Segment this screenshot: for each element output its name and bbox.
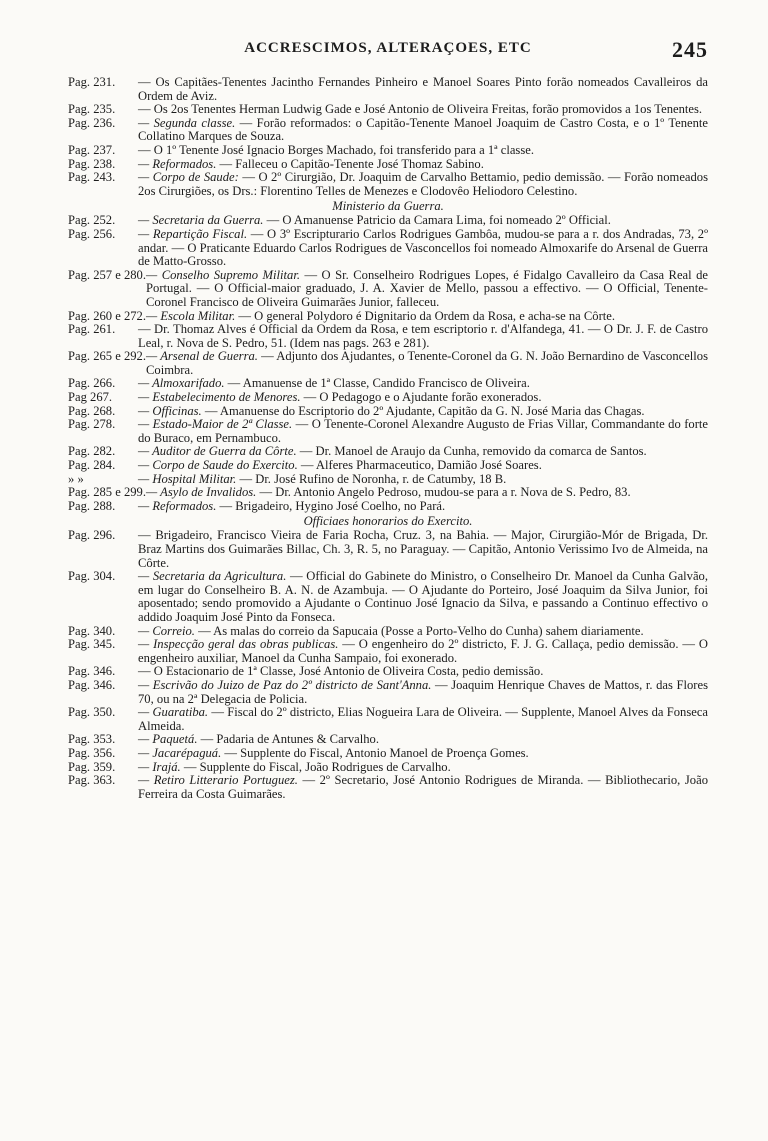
entry-label: — Corpo de Saude do Exercito.: [138, 458, 298, 473]
entry-label: — Irajá.: [138, 759, 181, 774]
page-reference: Pag. 268.: [68, 403, 116, 418]
entry-text: — Supplente do Fiscal, João Rodrigues de Carvalho.: [180, 759, 451, 774]
entry-label: — Arsenal de Guerra.: [146, 349, 258, 364]
entry-body: [138, 459, 708, 473]
entry-body: [138, 445, 708, 459]
header-title: ACCRESCIMOS, ALTERAÇOES, ETC: [244, 40, 532, 56]
entry-text: — O general Polydoro é Dignitario da Ordem da Rosa, e acha-se na Côrte.: [235, 308, 616, 323]
entry-label: — Inspecção geral das obras publicas.: [138, 637, 339, 652]
entry-label: — Correio.: [138, 623, 195, 638]
page-reference: Pag. 359.: [68, 759, 116, 774]
entry-text: — Dr. José Rufino de Noronha, r. de Catumby, 18 B.: [236, 471, 507, 486]
entry-body: [138, 158, 708, 172]
page-reference: Pag. 282.: [68, 444, 116, 459]
page-reference: Pag. 257 e 280.: [68, 267, 147, 282]
page-reference: Pag. 350.: [68, 705, 116, 720]
entry-body: [146, 269, 708, 310]
entry-text: — Amanuense de 1ª Classe, Candido Francisco de Oliveira.: [224, 376, 530, 391]
entry-body: [138, 529, 708, 570]
list-item: [68, 158, 708, 172]
entry-body: [138, 228, 708, 269]
list-item: [68, 500, 708, 514]
page-reference: Pag. 256.: [68, 226, 116, 241]
list-item: [68, 747, 708, 761]
entry-text: — As malas do correio da Sapucaia (Posse a Porto-Velho do Cunha) sahem diariamente.: [194, 623, 644, 638]
page-reference: Pag. 288.: [68, 498, 116, 513]
entry-body: [138, 500, 708, 514]
page-reference: Pag. 252.: [68, 213, 116, 228]
entry-body: [138, 747, 708, 761]
list-item: [68, 774, 708, 801]
entry-text: — Official do Gabinete do Ministro, o Conselheiro Dr. Manoel da Cunha Galvão, em lugar do Conselheiro B. A. N. de Azambuja. — O Ajudante do Porteiro, José Joaquim da Silva Junior, foi aposentado; sendo promovido a Ajudante o Continuo José Ignacio da Silva, e passando a Continuo effectivo o addido Joaquim José Pinto da Fonseca.: [138, 569, 709, 624]
page-reference: Pag 267.: [68, 390, 113, 405]
entry-body: [138, 214, 708, 228]
entry-text: — O Pedagogo e o Ajudante forão exonerados.: [300, 390, 542, 405]
list-item: [68, 103, 708, 117]
page-reference: Pag. 284.: [68, 458, 116, 473]
entry-label: — Reformados.: [138, 498, 217, 513]
entry-text: — O Sr. Conselheiro Rodrigues Lopes, é Fidalgo Cavalleiro da Casa Real de Portugal. — O Official-maior graduado, J. A. Xavier de Mello, passou a effectivo. — O Official, Tenente-Coronel Francisco de Oliveira Guimarães Junior, falleceu.: [146, 267, 708, 309]
entry-label: — Segunda classe.: [138, 115, 236, 130]
entry-text: — O Tenente-Coronel Alexandre Augusto de Frias Villar, Commandante do forte do Buraco, em Pernambuco.: [138, 417, 708, 445]
entry-text: — O Amanuense Patricio da Camara Lima, foi nomeado 2º Official.: [263, 213, 611, 228]
page-reference: Pag. 278.: [68, 417, 116, 432]
list-item: [68, 459, 708, 473]
page-reference: Pag. 296.: [68, 528, 116, 543]
list-item: [68, 323, 708, 350]
page-reference: Pag. 235.: [68, 102, 116, 117]
list-item: [68, 76, 708, 103]
entry-body: [138, 570, 708, 624]
entry-body: [138, 76, 708, 103]
entry-body: [138, 405, 708, 419]
entry-label: — Guaratiba.: [138, 705, 209, 720]
page-reference: Pag. 285 e 299.: [68, 485, 147, 500]
list-item: [68, 486, 708, 500]
entry-body: [138, 103, 708, 117]
page-reference: Pag. 353.: [68, 732, 116, 747]
entry-body: [138, 391, 708, 405]
section-heading: Officiaes honorarios do Exercito.: [303, 514, 473, 529]
entry-label: — Officinas.: [138, 403, 202, 418]
page-reference: Pag. 346.: [68, 677, 116, 692]
entry-text: — O 2º Cirurgião, Dr. Joaquim de Carvalho Bettamio, pedio demissão. — Forão nomeados 2os Cirurgiões, os Drs.: Florentino Telles de Menezes e Clodovêo Heliodoro Celestino.: [138, 170, 708, 198]
list-item: [68, 418, 708, 445]
entry-label: — Corpo de Saude:: [138, 170, 239, 185]
entry-text: — Amanuense do Escriptorio do 2º Ajudante, Capitão da G. N. José Maria das Chagas.: [201, 403, 645, 418]
entry-text: — O engenheiro do 2º districto, F. J. G. Callaça, pedio demissão. — O engenheiro auxiliar, Manoel da Cunha Sampaio, foi exonerado.: [138, 637, 708, 665]
list-item: [68, 144, 708, 158]
entry-text: — Adjunto dos Ajudantes, o Tenente-Coronel da G. N. João Bernardino de Vasconcellos Coimbra.: [146, 349, 708, 377]
list-item: [68, 405, 708, 419]
list-item: [68, 377, 708, 391]
entry-body: [146, 350, 708, 377]
entry-text: — Dr. Manoel de Araujo da Cunha, removido da comarca de Santos.: [296, 444, 647, 459]
page-reference: Pag. 231.: [68, 75, 116, 89]
list-item: [68, 228, 708, 269]
page-reference: Pag. 237.: [68, 142, 116, 157]
entry-label: — Auditor de Guerra da Côrte.: [138, 444, 297, 459]
list-item: [68, 761, 708, 775]
entry-text: — Dr. Thomaz Alves é Official da Ordem da Rosa, e tem escriptorio r. d'Alfandega, 41. — O Dr. J. F. de Castro Leal, r. Nova de S. Pedro, 51. (Idem nas pags. 263 e 281).: [138, 322, 708, 350]
entry-text: — O Estacionario de 1ª Classe, José Antonio de Oliveira Costa, pedio demissão.: [138, 664, 544, 679]
page-reference: Pag. 363.: [68, 773, 116, 788]
list-item: [68, 269, 708, 310]
list-item: [68, 350, 708, 377]
list-item: [68, 679, 708, 706]
entry-label: — Secretaria da Guerra.: [138, 213, 264, 228]
entry-text: — Os 2os Tenentes Herman Ludwig Gade e José Antonio de Oliveira Freitas, forão promovidos a 1os Tenentes.: [138, 102, 703, 117]
entry-body: [138, 418, 708, 445]
entry-body: [138, 665, 708, 679]
entry-label: — Asylo de Invalidos.: [146, 485, 257, 500]
entry-label: — Retiro Litterario Portuguez.: [138, 773, 298, 788]
page-number: 245: [672, 37, 708, 62]
entry-text: — 2º Secretario, José Antonio Rodrigues de Miranda. — Bibliothecario, João Ferreira da Costa Guimarães.: [138, 773, 708, 801]
entry-label: — Estabelecimento de Menores.: [138, 390, 301, 405]
entry-text: — O 3º Escripturario Carlos Rodrigues Gambôa, mudou-se para a r. dos Andradas, 73, 2º andar. — O Praticante Eduardo Carlos Rodrigues de Vasconcellos foi nomeado Almoxarife do Arsenal de Guerra de Matto-Grosso.: [138, 226, 708, 269]
list-item: [68, 638, 708, 665]
entry-text: — Dr. Antonio Angelo Pedroso, mudou-se para a r. Nova de S. Pedro, 83.: [256, 485, 631, 500]
entry-text: — Forão reformados: o Capitão-Tenente Manoel Joaquim de Castro Costa, e o 1º Tenente Collatino Marques de Souza.: [138, 115, 708, 144]
document-page: [68, 37, 709, 801]
page-header: [68, 37, 708, 76]
entry-text: — O 1º Tenente José Ignacio Borges Machado, foi transferido para a 1ª classe.: [138, 142, 534, 157]
entry-body: [138, 733, 708, 747]
entry-text: — Brigadeiro, Francisco Vieira de Faria Rocha, Cruz. 3, na Bahia. — Major, Cirurgião-Mór de Brigada, Dr. Braz Martins dos Guimarães Billac, Ch. 3, R. 5, no Paraguay. — Capitão, Antonio Verissimo Ivo de Almeida, na Côrte.: [138, 528, 708, 570]
page-reference: Pag. 265 e 292.: [68, 349, 147, 364]
entry-body: [138, 679, 708, 706]
page-reference: Pag. 236.: [68, 115, 116, 130]
entry-body: [138, 144, 708, 158]
list-item: [68, 473, 708, 487]
page-reference: Pag. 261.: [68, 322, 116, 337]
page-reference: Pag. 356.: [68, 745, 116, 760]
entry-text: — Joaquim Henrique Chaves de Mattos, r. das Flores 70, ou na 2ª Delegacia de Policia.: [138, 677, 708, 706]
entry-body: [138, 377, 708, 391]
list-item: [68, 445, 708, 459]
entry-label: — Estado-Maior de 2ª Classe.: [138, 417, 293, 432]
page-reference: » »: [68, 471, 84, 486]
entry-text: — Falleceu o Capitão-Tenente José Thomaz Sabino.: [216, 156, 484, 171]
list-item: [68, 529, 708, 570]
entry-body: [138, 323, 708, 350]
entry-label: — Escola Militar.: [146, 308, 236, 323]
page-reference: Pag. 345.: [68, 637, 116, 652]
entry-label: — Escrivão do Juizo de Paz do 2º districto de Sant'Anna.: [138, 677, 432, 692]
list-item: [68, 214, 708, 228]
list-item: [68, 706, 708, 733]
page-reference: Pag. 340.: [68, 623, 116, 638]
list-item: [68, 733, 708, 747]
entry-body: [146, 310, 708, 324]
entry-label: — Almoxarifado.: [138, 376, 225, 391]
entry-label: — Secretaria da Agricultura.: [138, 569, 287, 584]
page-reference: Pag. 243.: [68, 170, 116, 185]
list-item: [68, 117, 708, 144]
entry-body: [138, 171, 708, 198]
entry-label: — Reformados.: [138, 156, 217, 171]
entry-body: [138, 117, 708, 144]
entry-text: — Fiscal do 2º districto, Elias Nogueira Lara de Oliveira. — Supplente, Manoel Alves da Fonseca Almeida.: [138, 705, 708, 733]
entry-body: [138, 625, 708, 639]
section-heading: Ministerio da Guerra.: [332, 199, 444, 214]
entry-label: — Jacarépaguá.: [138, 745, 222, 760]
list-item: [68, 310, 708, 324]
entry-body: [138, 638, 708, 665]
page-reference: Pag. 266.: [68, 376, 116, 391]
entry-body: [138, 706, 708, 733]
list-item: [68, 665, 708, 679]
entry-label: — Paquetá.: [138, 732, 198, 747]
entry-text: — Padaria de Antunes & Carvalho.: [197, 732, 379, 747]
page-reference: Pag. 304.: [68, 569, 116, 584]
entry-text: — Supplente do Fiscal, Antonio Manoel de Proença Gomes.: [221, 745, 529, 760]
entry-label: — Conselho Supremo Militar.: [146, 267, 300, 282]
page-reference: Pag. 260 e 272.: [68, 308, 147, 323]
entry-body: [146, 486, 708, 500]
entries-list: [68, 76, 708, 801]
entry-text: — Brigadeiro, Hygino José Coelho, no Pará.: [216, 498, 446, 513]
entry-text: — Alferes Pharmaceutico, Damião José Soares.: [297, 458, 542, 473]
list-item: [68, 625, 708, 639]
entry-text: — Os Capitães-Tenentes Jacintho Fernandes Pinheiro e Manoel Soares Pinto forão nomeados Cavalleiros da Ordem de Aviz.: [138, 75, 708, 103]
list-item: [68, 391, 708, 405]
entry-body: [138, 473, 708, 487]
entry-label: — Repartição Fiscal.: [138, 226, 248, 241]
list-item: [68, 570, 708, 624]
page-reference: Pag. 238.: [68, 156, 116, 171]
page-reference: Pag. 346.: [68, 664, 116, 679]
entry-body: [138, 774, 708, 801]
entry-label: — Hospital Militar.: [138, 471, 237, 486]
list-item: [68, 171, 708, 198]
entry-body: [138, 761, 708, 775]
